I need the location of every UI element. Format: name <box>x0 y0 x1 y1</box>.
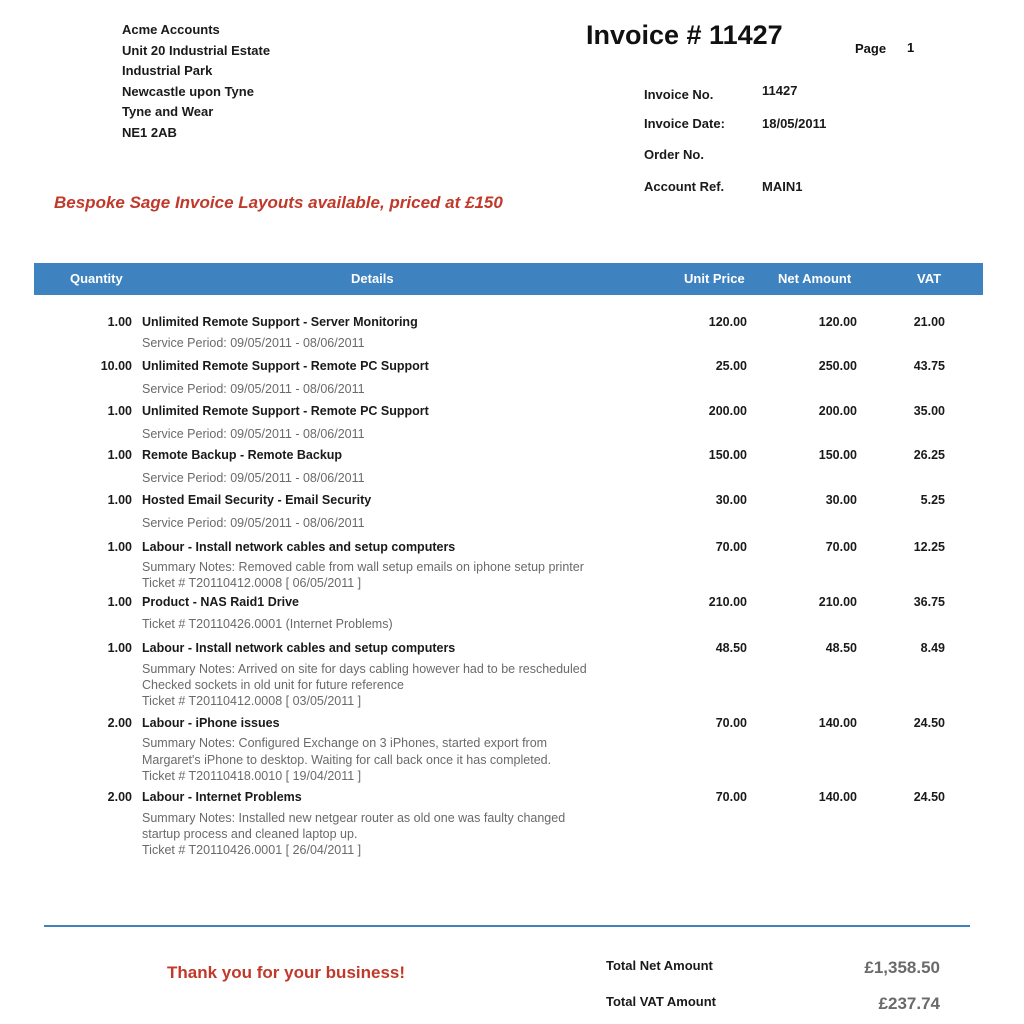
row-qty: 1.00 <box>107 493 132 507</box>
row-note: Service Period: 09/05/2011 - 08/06/2011 <box>142 382 365 396</box>
row-note: Service Period: 09/05/2011 - 08/06/2011 <box>142 427 365 441</box>
row-qty: 2.00 <box>107 716 132 730</box>
address-line: Tyne and Wear <box>122 104 214 120</box>
row-unit-price: 70.00 <box>715 540 747 554</box>
address-line: Unit 20 Industrial Estate <box>122 42 271 58</box>
row-qty: 1.00 <box>107 448 132 462</box>
row-vat: 35.00 <box>913 404 945 418</box>
row-net-amount: 70.00 <box>825 540 857 554</box>
row-unit-price: 70.00 <box>715 716 747 730</box>
page-label: Page <box>855 41 887 56</box>
company-address <box>122 20 270 144</box>
row-net-amount: 120.00 <box>818 315 857 329</box>
row-net-amount: 48.50 <box>825 641 857 655</box>
row-note: Checked sockets in old unit for future reference <box>142 678 404 692</box>
row-qty: 1.00 <box>107 404 132 418</box>
row-note: Ticket # T20110426.0001 (Internet Problems) <box>142 617 393 631</box>
row-description: Labour - iPhone issues <box>142 716 280 730</box>
row-note: Ticket # T20110418.0010 [ 19/04/2011 ] <box>142 769 362 783</box>
row-description: Labour - Install network cables and setup computers <box>142 540 456 554</box>
row-description: Unlimited Remote Support - Server Monitoring <box>142 315 418 329</box>
total-vat-value: £237.74 <box>878 994 940 1013</box>
row-qty: 1.00 <box>107 641 132 655</box>
row-description: Unlimited Remote Support - Remote PC Support <box>142 404 429 418</box>
row-note: Summary Notes: Installed new netgear router as old one was faulty changed <box>142 811 566 825</box>
invoice-date-value: 18/05/2011 <box>762 116 827 131</box>
header-unit-price: Unit Price <box>684 271 745 286</box>
invoice-title: Invoice # 11427 <box>586 20 783 50</box>
row-note: startup process and cleaned laptop up. <box>142 827 358 841</box>
row-description: Hosted Email Security - Email Security <box>142 493 372 507</box>
row-note: Service Period: 09/05/2011 - 08/06/2011 <box>142 516 365 530</box>
row-note: Ticket # T20110412.0008 [ 06/05/2011 ] <box>142 576 362 590</box>
row-net-amount: 210.00 <box>818 595 857 609</box>
thank-you-text: Thank you for your business! <box>167 963 406 982</box>
company-name: Acme Accounts <box>122 22 220 37</box>
account-ref-value: MAIN1 <box>762 179 803 194</box>
row-net-amount: 200.00 <box>818 404 857 418</box>
address-line: Newcastle upon Tyne <box>122 83 254 99</box>
row-description: Unlimited Remote Support - Remote PC Support <box>142 359 429 373</box>
row-unit-price: 70.00 <box>715 790 747 804</box>
row-qty: 1.00 <box>107 540 132 554</box>
footer-divider <box>44 925 970 927</box>
row-qty: 1.00 <box>107 315 132 329</box>
order-no-label: Order No. <box>644 147 704 162</box>
row-vat: 21.00 <box>913 315 945 329</box>
row-note: Service Period: 09/05/2011 - 08/06/2011 <box>142 336 365 350</box>
row-unit-price: 48.50 <box>715 641 747 655</box>
header-quantity: Quantity <box>70 271 123 286</box>
row-vat: 8.49 <box>920 641 945 655</box>
promo-text: Bespoke Sage Invoice Layouts available, priced at £150 <box>54 193 503 212</box>
total-net-value: £1,358.50 <box>864 958 940 977</box>
row-note: Summary Notes: Configured Exchange on 3 iPhones, started export from <box>142 736 548 750</box>
row-vat: 12.25 <box>913 540 945 554</box>
row-note: Summary Notes: Arrived on site for days cabling however had to be rescheduled <box>142 662 587 676</box>
row-vat: 43.75 <box>913 359 945 373</box>
row-vat: 36.75 <box>913 595 945 609</box>
header-vat: VAT <box>917 271 942 286</box>
row-unit-price: 25.00 <box>715 359 747 373</box>
row-net-amount: 30.00 <box>825 493 857 507</box>
row-qty: 2.00 <box>107 790 132 804</box>
row-description: Product - NAS Raid1 Drive <box>142 595 299 609</box>
row-unit-price: 200.00 <box>708 404 747 418</box>
row-unit-price: 30.00 <box>715 493 747 507</box>
row-note: Margaret's iPhone to desktop. Waiting for call back once it has completed. <box>142 753 552 767</box>
row-description: Labour - Install network cables and setup computers <box>142 641 456 655</box>
table-header <box>34 263 983 295</box>
row-note: Service Period: 09/05/2011 - 08/06/2011 <box>142 471 365 485</box>
row-note: Ticket # T20110412.0008 [ 03/05/2011 ] <box>142 694 362 708</box>
total-net-label: Total Net Amount <box>606 958 713 973</box>
row-vat: 24.50 <box>913 716 945 730</box>
row-net-amount: 250.00 <box>818 359 857 373</box>
row-unit-price: 120.00 <box>708 315 747 329</box>
row-qty: 10.00 <box>100 359 132 373</box>
page-number: 1 <box>907 40 915 55</box>
address-postcode: NE1 2AB <box>122 124 177 140</box>
row-note: Ticket # T20110426.0001 [ 26/04/2011 ] <box>142 843 362 857</box>
header-net-amount: Net Amount <box>778 271 852 286</box>
row-description: Remote Backup - Remote Backup <box>142 448 343 462</box>
row-qty: 1.00 <box>107 595 132 609</box>
row-vat: 24.50 <box>913 790 945 804</box>
invoice-no-value: 11427 <box>762 83 798 98</box>
row-unit-price: 150.00 <box>708 448 747 462</box>
row-net-amount: 150.00 <box>818 448 857 462</box>
row-description: Labour - Internet Problems <box>142 790 302 804</box>
row-vat: 5.25 <box>920 493 945 507</box>
header-details: Details <box>351 271 394 286</box>
row-note: Summary Notes: Removed cable from wall setup emails on iphone setup printer <box>142 560 584 574</box>
invoice-no-label: Invoice No. <box>644 87 714 102</box>
row-net-amount: 140.00 <box>818 790 857 804</box>
invoice-date-label: Invoice Date: <box>644 116 725 131</box>
address-line: Industrial Park <box>122 63 213 79</box>
account-ref-label: Account Ref. <box>644 179 725 194</box>
total-vat-label: Total VAT Amount <box>606 994 716 1009</box>
row-unit-price: 210.00 <box>708 595 747 609</box>
row-net-amount: 140.00 <box>818 716 857 730</box>
row-vat: 26.25 <box>913 448 945 462</box>
